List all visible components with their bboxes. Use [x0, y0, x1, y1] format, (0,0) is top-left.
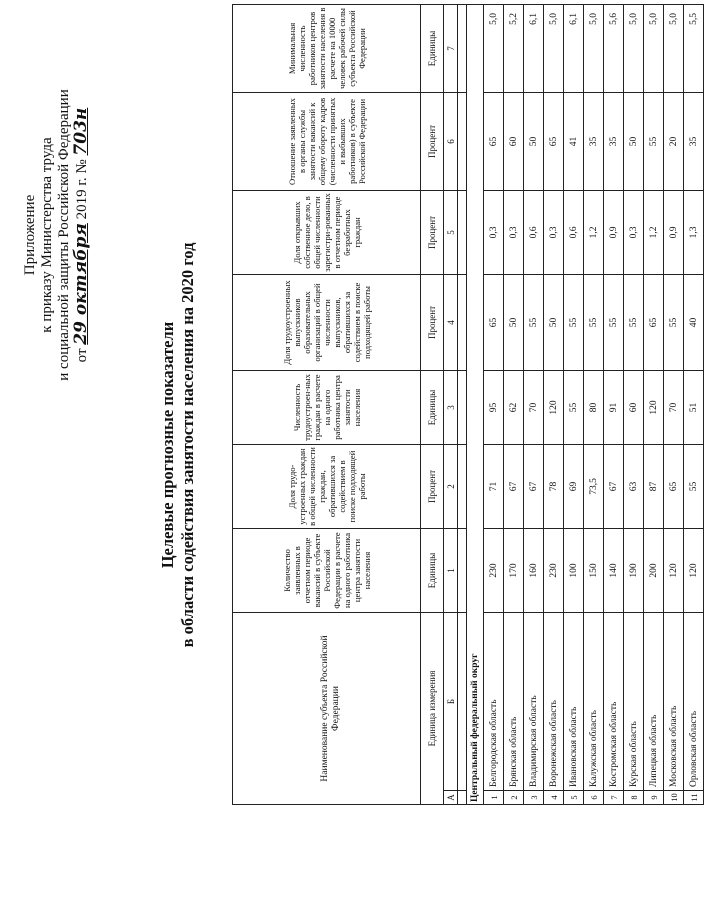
value-col-1: 120 [684, 528, 704, 612]
unit-6: Процент [421, 92, 444, 190]
col-number-1: 1 [444, 528, 458, 612]
unit-2: Процент [421, 444, 444, 528]
unit-5: Процент [421, 190, 444, 274]
unit-3: Единицы [421, 370, 444, 444]
value-col-7: 5,0 [624, 4, 644, 92]
table-row [644, 4, 664, 804]
indicators-table [232, 4, 704, 805]
value-col-5: 0,3 [544, 190, 564, 274]
value-col-6: 35 [604, 92, 624, 190]
value-col-4: 55 [584, 274, 604, 370]
value-col-6: 50 [524, 92, 544, 190]
table-row [544, 4, 564, 804]
region-rows [484, 4, 704, 804]
row-number: 7 [604, 791, 624, 805]
value-col-7: 5,6 [604, 4, 624, 92]
value-col-1: 100 [564, 528, 584, 612]
table-row [684, 4, 704, 804]
value-col-3: 80 [584, 370, 604, 444]
region-name: Курская область [624, 612, 644, 790]
row-number: 9 [644, 791, 664, 805]
col-number-6: 6 [444, 92, 458, 190]
value-col-7: 6,1 [564, 4, 584, 92]
value-col-3: 120 [544, 370, 564, 444]
value-col-2: 67 [604, 444, 624, 528]
value-col-3: 120 [644, 370, 664, 444]
value-col-2: 71 [484, 444, 504, 528]
value-col-7: 5,5 [684, 4, 704, 92]
table-row [504, 4, 524, 804]
value-col-6: 55 [644, 92, 664, 190]
region-name: Белгородская область [484, 612, 504, 790]
unit-4: Процент [421, 274, 444, 370]
value-col-4: 40 [684, 274, 704, 370]
value-col-6: 60 [504, 92, 524, 190]
value-col-4: 50 [544, 274, 564, 370]
value-col-4: 50 [504, 274, 524, 370]
unit-7: Единицы [421, 4, 444, 92]
appendix-line-2: и социальной защиты Российской Федерации [56, 89, 72, 381]
value-col-4: 55 [664, 274, 684, 370]
row-number: 4 [544, 791, 564, 805]
order-number-handwritten: 703н [71, 107, 91, 156]
letter-b: Б [444, 612, 458, 790]
table-header-row [233, 4, 421, 804]
value-col-7: 5,2 [504, 4, 524, 92]
value-col-2: 87 [644, 444, 664, 528]
column-numbers-row [444, 4, 458, 804]
value-col-2: 67 [504, 444, 524, 528]
region-name: Костромская область [604, 612, 624, 790]
value-col-1: 190 [624, 528, 644, 612]
value-col-7: 5,0 [584, 4, 604, 92]
value-col-7: 5,0 [664, 4, 684, 92]
value-col-2: 63 [624, 444, 644, 528]
value-col-5: 1,2 [644, 190, 664, 274]
col-number-2: 2 [444, 444, 458, 528]
region-name: Владимирская область [524, 612, 544, 790]
value-col-3: 60 [624, 370, 644, 444]
region-name: Ивановская область [564, 612, 584, 790]
appendix-block [22, 15, 91, 455]
value-col-3: 51 [684, 370, 704, 444]
value-col-5: 0,9 [604, 190, 624, 274]
value-col-4: 55 [624, 274, 644, 370]
district-label: Центральный федеральный округ [467, 4, 484, 804]
value-col-5: 1,2 [584, 190, 604, 274]
value-col-6: 65 [484, 92, 504, 190]
value-col-2: 73,5 [584, 444, 604, 528]
value-col-1: 160 [524, 528, 544, 612]
row-number: 2 [504, 791, 524, 805]
value-col-3: 62 [504, 370, 524, 444]
table-row [664, 4, 684, 804]
value-col-6: 65 [544, 92, 564, 190]
value-col-4: 55 [604, 274, 624, 370]
value-col-6: 35 [584, 92, 604, 190]
district-row [467, 4, 484, 804]
value-col-1: 120 [664, 528, 684, 612]
table-row [484, 4, 504, 804]
header-col-4: Доля трудоустроенных выпускников образовательных организаций в общей численности выпускников, обратившихся за содействием в поиске подходящей работы [233, 274, 421, 370]
date-year: 2019 г. № [74, 159, 90, 220]
value-col-3: 91 [604, 370, 624, 444]
value-col-6: 41 [564, 92, 584, 190]
value-col-5: 0,3 [484, 190, 504, 274]
value-col-4: 65 [644, 274, 664, 370]
col-number-3: 3 [444, 370, 458, 444]
appendix-date-line [73, 15, 91, 455]
value-col-7: 6,1 [524, 4, 544, 92]
region-name: Московская область [664, 612, 684, 790]
value-col-5: 0,6 [524, 190, 544, 274]
value-col-6: 50 [624, 92, 644, 190]
value-col-3: 70 [664, 370, 684, 444]
row-number: 1 [484, 791, 504, 805]
date-prefix: от [74, 348, 90, 363]
value-col-1: 230 [544, 528, 564, 612]
value-col-3: 70 [524, 370, 544, 444]
appendix-line-1: к приказу Министерства труда [39, 137, 55, 333]
region-name: Брянская область [504, 612, 524, 790]
value-col-2: 67 [524, 444, 544, 528]
title-line-1: Целевые прогнозные показатели [158, 321, 177, 569]
header-col-1: Количество заявленных в отчетном периоде вакансий в субъекте Российской Федерации в расчете на одного работника центра занятости населения [233, 528, 421, 612]
row-number: 5 [564, 791, 584, 805]
value-col-3: 95 [484, 370, 504, 444]
header-col-5: Доля открывших собственное дело, в общей численности зарегистри-рованных в отчетном периоде безработных граждан [233, 190, 421, 274]
region-name: Воронежская область [544, 612, 564, 790]
value-col-2: 69 [564, 444, 584, 528]
header-col-name: Наименование субъекта Российской Федерации [233, 612, 421, 804]
value-col-1: 230 [484, 528, 504, 612]
table-row [584, 4, 604, 804]
value-col-7: 5,0 [644, 4, 664, 92]
value-col-4: 55 [564, 274, 584, 370]
row-number: 8 [624, 791, 644, 805]
header-col-2: Доля трудо-устроенных граждан в общей численности граждан, обратившихся за содействием в поиске подходящей работы [233, 444, 421, 528]
col-number-4: 4 [444, 274, 458, 370]
header-col-3: Численность трудоустроен-ных граждан в расчете на одного работника центра занятости населения [233, 370, 421, 444]
value-col-7: 5,0 [544, 4, 564, 92]
value-col-5: 1,3 [684, 190, 704, 274]
units-label: Единица измерения [421, 612, 444, 804]
units-row [421, 4, 444, 804]
value-col-1: 150 [584, 528, 604, 612]
value-col-4: 55 [524, 274, 544, 370]
col-number-7: 7 [444, 4, 458, 92]
value-col-2: 55 [684, 444, 704, 528]
date-day-handwritten: 29 октября [71, 223, 91, 345]
spacer-row [458, 4, 467, 804]
value-col-3: 55 [564, 370, 584, 444]
document-title [158, 135, 198, 755]
value-col-7: 5,0 [484, 4, 504, 92]
value-col-1: 200 [644, 528, 664, 612]
col-number-5: 5 [444, 190, 458, 274]
header-col-7: Минимальная численность работников центров занятости населения в расчете на 10000 человек рабочей силы субъекта Российской Федерации [233, 4, 421, 92]
value-col-5: 0,9 [664, 190, 684, 274]
table-row [564, 4, 584, 804]
value-col-6: 35 [684, 92, 704, 190]
appendix-title: Приложение [22, 194, 38, 276]
region-name: Орловская область [684, 612, 704, 790]
region-name: Калужская область [584, 612, 604, 790]
value-col-1: 170 [504, 528, 524, 612]
unit-1: Единицы [421, 528, 444, 612]
value-col-2: 65 [664, 444, 684, 528]
value-col-6: 20 [664, 92, 684, 190]
table-row [604, 4, 624, 804]
value-col-2: 78 [544, 444, 564, 528]
value-col-5: 0,6 [564, 190, 584, 274]
row-number: 10 [664, 791, 684, 805]
value-col-1: 140 [604, 528, 624, 612]
table-row [624, 4, 644, 804]
table-row [524, 4, 544, 804]
title-line-2: в области содействия занятости населения на 2020 год [178, 242, 197, 648]
value-col-5: 0,3 [504, 190, 524, 274]
row-number: 6 [584, 791, 604, 805]
header-col-6: Отношение заявленных в органы службы занятости вакансий к общему обороту кадров (численности принятых и выбывших работников) в субъекте Российской Федерации [233, 92, 421, 190]
value-col-4: 65 [484, 274, 504, 370]
region-name: Липецкая область [644, 612, 664, 790]
value-col-5: 0,3 [624, 190, 644, 274]
row-number: 11 [684, 791, 704, 805]
row-number: 3 [524, 791, 544, 805]
letter-a: А [444, 791, 458, 805]
